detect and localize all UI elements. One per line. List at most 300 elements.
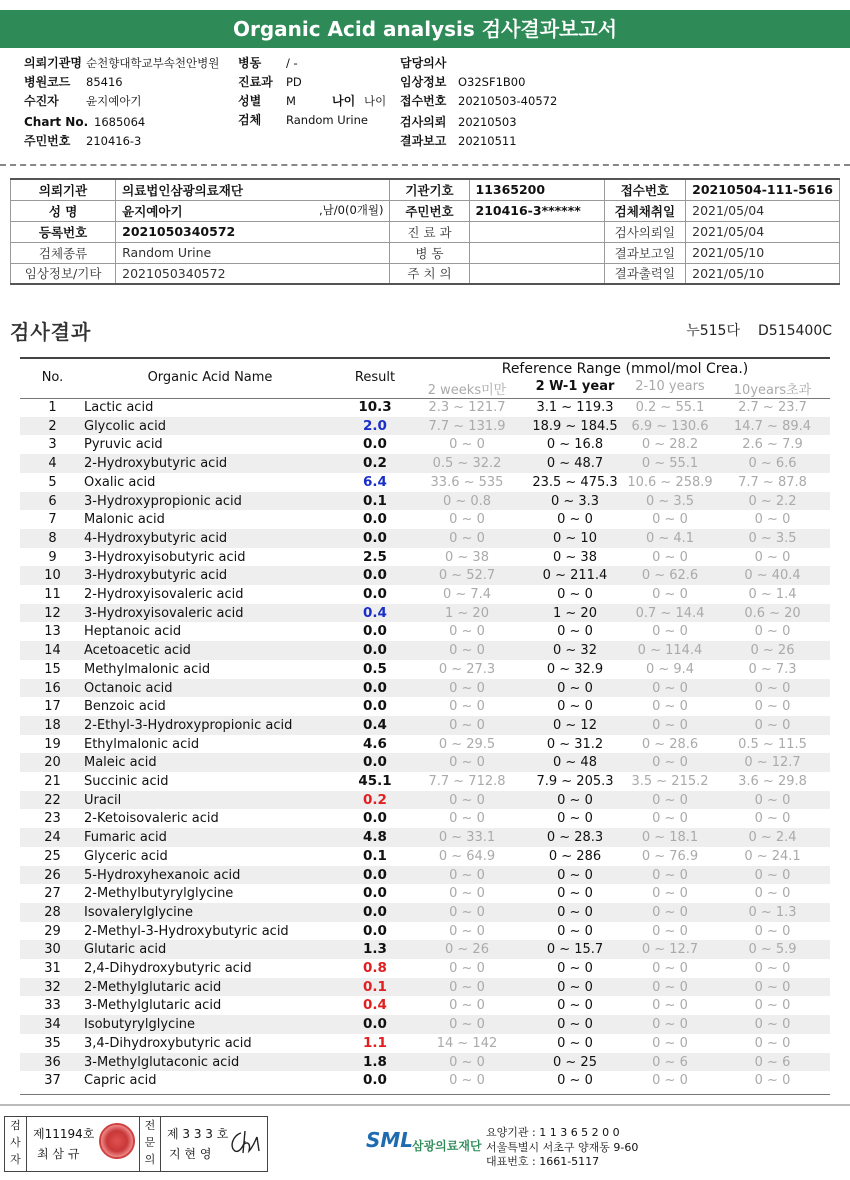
row-result: 0.0 — [363, 903, 387, 920]
row-ref-under-2w: 0 ~ 0 — [449, 624, 485, 640]
row-no: 28 — [44, 904, 61, 920]
row-ref-2-10y: 0 ~ 0 — [652, 811, 688, 827]
patient-row: 의뢰기관 의료법인삼광의료재단 기관기호 11365200 접수번호 20210504-111-5616 — [11, 179, 840, 200]
row-ref-2-10y: 0 ~ 55.1 — [641, 456, 699, 472]
row-ref-over-10y: 3.6 ~ 29.8 — [738, 774, 807, 789]
row-ref-over-10y: 0 ~ 5.9 — [748, 942, 797, 958]
row-ref-2-10y: 0 ~ 4.1 — [645, 530, 695, 546]
row-ref-under-2w: 0 ~ 0 — [449, 755, 485, 771]
row-ref-2w-1y: 0 ~ 0 — [557, 1073, 593, 1089]
row-ref-over-10y: 0 ~ 0 — [754, 1073, 791, 1089]
row-result: 0.5 — [363, 660, 387, 677]
info-request-date: 검사의뢰 20210503 — [400, 115, 517, 129]
row-ref-under-2w: 0 ~ 7.4 — [442, 587, 492, 602]
row-ref-2w-1y: 0 ~ 0 — [557, 867, 593, 883]
row-ref-2-10y: 0 ~ 0 — [652, 1035, 688, 1051]
row-ref-2w-1y: 0 ~ 0 — [557, 811, 593, 827]
row-acid-name: 2-Methylbutyrylglycine — [84, 886, 234, 902]
footer — [0, 1104, 850, 1180]
code-1: 누515다 — [686, 323, 740, 339]
table-row — [20, 809, 830, 828]
row-ref-under-2w: 1 ~ 20 — [445, 605, 489, 621]
row-ref-over-10y: 0 ~ 0 — [754, 549, 791, 565]
row-ref-over-10y: 2.7 ~ 23.7 — [738, 400, 807, 415]
row-result: 0.4 — [363, 716, 387, 733]
row-ref-2w-1y: 0 ~ 48.7 — [546, 456, 604, 472]
row-no: 27 — [44, 886, 61, 902]
signature-icon — [227, 1127, 263, 1157]
row-acid-name: 3-Hydroxyisobutyric acid — [84, 549, 246, 565]
row-ref-2w-1y: 0 ~ 0 — [557, 792, 593, 808]
row-result: 0.0 — [363, 436, 387, 453]
row-result: 45.1 — [358, 773, 392, 789]
info-clinical: 임상정보 O32SF1B00 — [400, 75, 526, 89]
row-ref-2-10y: 0 ~ 12.7 — [641, 942, 699, 958]
lab-code: 요양기관 : 1 1 3 6 5 2 0 0 — [486, 1126, 620, 1139]
row-ref-2-10y: 0 ~ 0 — [652, 699, 688, 715]
row-no: 26 — [44, 867, 61, 883]
code-2: D515400C — [758, 323, 832, 339]
row-ref-2w-1y: 0 ~ 0 — [557, 979, 593, 995]
header-no: No. — [41, 370, 64, 385]
row-ref-under-2w: 0 ~ 0 — [449, 961, 485, 976]
row-ref-over-10y: 0 ~ 2.4 — [748, 830, 797, 846]
row-no: 17 — [44, 699, 61, 715]
row-acid-name: 2-Ketoisovaleric acid — [84, 811, 219, 827]
table-row — [20, 1053, 830, 1072]
table-row — [20, 791, 830, 810]
report-title: Organic Acid analysis 검사결과보고서 — [0, 10, 850, 48]
row-ref-2-10y: 0 ~ 0 — [652, 1073, 688, 1089]
info-receipt-no: 접수번호 20210503-40572 — [400, 94, 558, 108]
row-ref-over-10y: 0 ~ 0 — [754, 680, 791, 696]
row-ref-under-2w: 0 ~ 0 — [449, 811, 485, 827]
lab-street: 서울특별시 서초구 양재동 9-60 — [486, 1140, 639, 1154]
row-ref-over-10y: 14.7 ~ 89.4 — [733, 418, 812, 434]
row-ref-2w-1y: 0 ~ 0 — [557, 699, 593, 715]
row-ref-under-2w: 0 ~ 0 — [449, 1017, 485, 1033]
row-ref-under-2w: 0 ~ 0 — [449, 699, 485, 715]
row-result: 1.3 — [363, 941, 387, 958]
row-no: 16 — [44, 680, 61, 696]
row-no: 31 — [44, 961, 61, 976]
row-ref-under-2w: 7.7 ~ 131.9 — [428, 418, 506, 434]
row-ref-2-10y: 0 ~ 0 — [652, 1017, 688, 1033]
row-ref-2-10y: 0 ~ 0 — [652, 792, 688, 808]
header-name: Organic Acid Name — [147, 370, 273, 385]
row-no: 29 — [44, 923, 61, 939]
row-ref-under-2w: 33.6 ~ 535 — [430, 474, 504, 490]
row-result: 6.4 — [363, 473, 387, 490]
row-ref-2w-1y: 0 ~ 286 — [548, 848, 602, 864]
row-no: 20 — [44, 755, 61, 771]
row-no: 25 — [44, 848, 61, 864]
header-result: Result — [354, 370, 396, 385]
table-row — [20, 435, 830, 454]
table-row — [20, 978, 830, 997]
row-ref-2w-1y: 0 ~ 15.7 — [546, 942, 604, 958]
row-ref-over-10y: 0 ~ 0 — [754, 512, 791, 528]
row-no: 35 — [44, 1035, 61, 1051]
row-result: 0.2 — [363, 455, 387, 472]
row-ref-2-10y: 0 ~ 0 — [652, 979, 688, 995]
row-no: 23 — [44, 811, 61, 827]
row-ref-2-10y: 0 ~ 0 — [652, 549, 688, 565]
row-ref-2-10y: 0 ~ 0 — [652, 587, 688, 602]
row-ref-under-2w: 0 ~ 27.3 — [438, 661, 496, 677]
row-ref-under-2w: 0.5 ~ 32.2 — [432, 456, 502, 472]
row-ref-2w-1y: 0 ~ 0 — [557, 998, 593, 1014]
row-result: 0.1 — [363, 978, 387, 995]
row-ref-2-10y: 0 ~ 0 — [652, 680, 688, 696]
row-result: 0.0 — [363, 866, 387, 883]
row-result: 0.0 — [363, 1016, 387, 1033]
row-result: 0.0 — [363, 511, 387, 528]
row-ref-under-2w: 0 ~ 0 — [449, 717, 485, 733]
row-acid-name: Isovalerylglycine — [84, 904, 194, 920]
row-acid-name: 2-Hydroxyisovaleric acid — [84, 587, 244, 602]
row-ref-2-10y: 0 ~ 28.6 — [641, 736, 699, 752]
row-ref-under-2w: 0 ~ 0 — [449, 904, 485, 920]
row-ref-over-10y: 0 ~ 0 — [754, 1017, 791, 1033]
row-no: 32 — [44, 979, 61, 995]
row-acid-name: Methylmalonic acid — [84, 661, 211, 677]
table-row — [20, 473, 830, 492]
row-acid-name: Glutaric acid — [84, 942, 167, 958]
table-row — [20, 753, 830, 772]
table-row — [20, 940, 830, 959]
row-no: 14 — [44, 643, 61, 659]
row-ref-2-10y: 0 ~ 114.4 — [637, 643, 703, 659]
row-no: 2 — [48, 418, 57, 434]
row-acid-name: 2-Methyl-3-Hydroxybutyric acid — [84, 923, 289, 939]
dashed-separator — [0, 164, 850, 166]
row-ref-2w-1y: 23.5 ~ 475.3 — [532, 474, 618, 490]
signature-box — [4, 1116, 268, 1172]
row-ref-2w-1y: 0 ~ 0 — [557, 961, 593, 976]
row-ref-2-10y: 0 ~ 28.2 — [641, 437, 699, 453]
row-acid-name: Glyceric acid — [84, 848, 168, 864]
sml-logo: SML — [366, 1128, 414, 1152]
seal-icon — [99, 1123, 135, 1159]
row-no: 15 — [44, 661, 61, 677]
row-ref-over-10y: 0 ~ 0 — [754, 624, 791, 640]
row-no: 11 — [44, 587, 61, 602]
row-no: 19 — [44, 736, 61, 752]
patient-row: 임상정보/기타 2021050340572 주 치 의 결과출력일 2021/05/10 — [11, 263, 840, 284]
row-acid-name: Malonic acid — [84, 512, 165, 528]
report-codes — [668, 320, 832, 340]
row-no: 9 — [48, 549, 57, 565]
table-row — [20, 1034, 830, 1053]
row-ref-over-10y: 0 ~ 0 — [754, 998, 791, 1014]
patient-row: 검체종류 Random Urine 병 동 결과보고일 2021/05/10 — [11, 242, 840, 263]
patient-age: ,남/0(0개월) — [319, 202, 384, 217]
row-no: 12 — [44, 605, 61, 621]
row-result: 2.5 — [363, 548, 387, 565]
row-no: 10 — [44, 568, 61, 584]
examiner-name: 최 삼 규 — [37, 1147, 80, 1161]
row-acid-name: 3-Methylglutaric acid — [84, 998, 222, 1014]
row-ref-under-2w: 2.3 ~ 121.7 — [428, 400, 506, 415]
row-ref-2w-1y: 0 ~ 10 — [553, 530, 597, 546]
row-result: 0.4 — [363, 604, 387, 621]
row-ref-over-10y: 0 ~ 6.6 — [748, 456, 797, 472]
row-ref-2w-1y: 0 ~ 0 — [557, 1017, 593, 1033]
row-ref-2w-1y: 0 ~ 0 — [557, 624, 593, 640]
row-acid-name: 2-Methylglutaric acid — [84, 979, 222, 995]
lab-phone: 대표번호 : 1661-5117 — [486, 1155, 600, 1168]
row-result: 0.0 — [363, 885, 387, 902]
row-ref-2w-1y: 0 ~ 12 — [553, 717, 597, 733]
row-acid-name: Heptanoic acid — [84, 624, 182, 640]
row-ref-over-10y: 0 ~ 0 — [754, 792, 791, 808]
table-row — [20, 566, 830, 585]
table-row — [20, 959, 830, 978]
table-row — [20, 735, 830, 754]
row-acid-name: 3-Hydroxybutyric acid — [84, 568, 228, 584]
row-ref-2-10y: 0 ~ 0 — [652, 717, 688, 733]
results-header — [20, 357, 830, 399]
row-ref-2-10y: 3.5 ~ 215.2 — [631, 774, 709, 789]
row-no: 6 — [48, 493, 57, 509]
row-ref-2-10y: 0 ~ 0 — [652, 512, 688, 528]
row-ref-2w-1y: 0 ~ 0 — [557, 512, 593, 528]
row-result: 1.1 — [363, 1034, 387, 1051]
row-ref-under-2w: 0 ~ 0 — [449, 530, 485, 546]
row-result: 0.1 — [363, 492, 387, 509]
row-ref-2w-1y: 0 ~ 31.2 — [546, 736, 604, 752]
row-no: 37 — [44, 1073, 61, 1089]
row-acid-name: Octanoic acid — [84, 680, 173, 696]
row-result: 1.8 — [363, 1053, 387, 1070]
row-ref-over-10y: 0 ~ 0 — [754, 961, 791, 976]
row-no: 8 — [48, 530, 57, 546]
header-ref-4: 10years초과 — [733, 383, 812, 398]
table-row — [20, 847, 830, 866]
row-result: 0.0 — [363, 529, 387, 546]
row-ref-2-10y: 0 ~ 0 — [652, 961, 688, 976]
info-doctor: 담당의사 — [400, 56, 447, 70]
row-acid-name: 3-Hydroxyisovaleric acid — [84, 605, 244, 621]
row-ref-2w-1y: 0 ~ 16.8 — [546, 437, 604, 453]
row-ref-2w-1y: 0 ~ 0 — [557, 680, 593, 696]
row-ref-2-10y: 0 ~ 0 — [652, 886, 688, 902]
table-row — [20, 585, 830, 604]
table-row — [20, 679, 830, 698]
row-acid-name: 2-Ethyl-3-Hydroxypropionic acid — [84, 717, 293, 733]
table-row — [20, 716, 830, 735]
table-row — [20, 922, 830, 941]
row-ref-2-10y: 0.7 ~ 14.4 — [635, 605, 705, 621]
row-no: 22 — [44, 792, 61, 808]
row-result: 0.0 — [363, 623, 387, 640]
table-row — [20, 660, 830, 679]
examiner-license: 제11194호 — [33, 1127, 95, 1141]
row-ref-2w-1y: 7.9 ~ 205.3 — [536, 774, 614, 789]
table-row — [20, 772, 830, 791]
row-acid-name: 5-Hydroxyhexanoic acid — [84, 867, 241, 883]
row-result: 0.0 — [363, 586, 387, 602]
row-ref-2w-1y: 0 ~ 0 — [557, 587, 593, 602]
header-ref-3: 2-10 years — [635, 379, 705, 394]
row-ref-2-10y: 0 ~ 0 — [652, 923, 688, 939]
row-ref-2w-1y: 0 ~ 32.9 — [546, 661, 604, 677]
row-ref-under-2w: 0 ~ 0 — [449, 680, 485, 696]
row-result: 4.6 — [363, 735, 387, 752]
row-acid-name: Lactic acid — [84, 400, 154, 415]
row-ref-over-10y: 0 ~ 24.1 — [744, 848, 801, 864]
row-no: 1 — [48, 400, 57, 415]
row-result: 0.2 — [363, 791, 387, 808]
table-row — [20, 697, 830, 716]
row-ref-over-10y: 7.7 ~ 87.8 — [738, 474, 807, 490]
table-row — [20, 417, 830, 436]
row-ref-under-2w: 0 ~ 64.9 — [438, 848, 496, 864]
row-acid-name: Oxalic acid — [84, 474, 156, 490]
row-ref-over-10y: 0 ~ 7.3 — [748, 661, 797, 677]
row-ref-2-10y: 0 ~ 18.1 — [641, 830, 699, 846]
row-no: 18 — [44, 717, 61, 733]
row-acid-name: 3-Methylglutaconic acid — [84, 1054, 240, 1070]
row-ref-2-10y: 0 ~ 6 — [652, 1054, 688, 1070]
row-no: 33 — [44, 998, 61, 1014]
results-title: 검사결과 — [10, 320, 92, 344]
sml-logo-text: 삼광의료재단 — [412, 1139, 482, 1153]
info-department: 진료과 PD — [238, 75, 302, 89]
row-ref-over-10y: 0 ~ 0 — [754, 1035, 791, 1051]
specialist-label: 전문의 — [139, 1117, 161, 1171]
row-ref-over-10y: 0 ~ 2.2 — [748, 493, 797, 509]
header-ref-2: 2 W-1 year — [535, 379, 615, 394]
specialist-name: 지 현 영 — [169, 1147, 212, 1161]
row-ref-under-2w: 0 ~ 38 — [445, 549, 489, 565]
row-result: 0.8 — [363, 960, 387, 976]
row-acid-name: Capric acid — [84, 1073, 157, 1089]
row-ref-2w-1y: 0 ~ 211.4 — [542, 568, 608, 584]
row-ref-2w-1y: 0 ~ 48 — [553, 755, 597, 771]
row-acid-name: 2,4-Dihydroxybutyric acid — [84, 961, 252, 976]
row-ref-under-2w: 0 ~ 0 — [449, 512, 485, 528]
row-result: 0.0 — [363, 922, 387, 939]
row-result: 0.4 — [363, 997, 387, 1014]
row-ref-2-10y: 0 ~ 9.4 — [645, 661, 695, 677]
row-ref-under-2w: 14 ~ 142 — [436, 1035, 498, 1051]
row-result: 0.0 — [363, 679, 387, 696]
row-ref-under-2w: 0 ~ 0 — [449, 923, 485, 939]
row-result: 0.0 — [363, 810, 387, 827]
row-ref-over-10y: 0 ~ 0 — [754, 717, 791, 733]
row-no: 13 — [44, 624, 61, 640]
row-acid-name: Fumaric acid — [84, 830, 167, 846]
row-ref-over-10y: 0 ~ 1.3 — [748, 904, 797, 920]
row-acid-name: 4-Hydroxybutyric acid — [84, 530, 228, 546]
patient-row: 등록번호 2021050340572 진 료 과 검사의뢰일 2021/05/04 — [11, 221, 840, 242]
row-ref-over-10y: 2.6 ~ 7.9 — [742, 437, 803, 453]
row-ref-under-2w: 0 ~ 0 — [449, 643, 485, 659]
row-result: 0.0 — [363, 698, 387, 715]
patient-row: 성 명 윤지예아기 ,남/0(0개월) 주민번호 210416-3****** 검체채취일 2021/05/04 — [11, 200, 840, 221]
table-row — [20, 996, 830, 1015]
row-ref-2-10y: 0.2 ~ 55.1 — [635, 400, 705, 415]
row-ref-over-10y: 0 ~ 6 — [754, 1054, 791, 1070]
table-row — [20, 641, 830, 660]
row-acid-name: Benzoic acid — [84, 699, 166, 715]
info-patient: 수진자 윤지예아기 — [24, 94, 142, 108]
patient-name: 윤지예아기 — [122, 203, 183, 219]
row-ref-under-2w: 7.7 ~ 712.8 — [428, 774, 506, 789]
table-row — [20, 529, 830, 548]
row-acid-name: Acetoacetic acid — [84, 643, 191, 659]
table-row — [20, 548, 830, 567]
row-acid-name: 3-Hydroxypropionic acid — [84, 493, 242, 509]
row-acid-name: Isobutyrylglycine — [84, 1017, 196, 1033]
table-bottom-line — [20, 1094, 830, 1095]
row-ref-over-10y: 0 ~ 40.4 — [744, 568, 801, 584]
row-no: 3 — [48, 437, 57, 453]
row-ref-2w-1y: 0 ~ 28.3 — [546, 830, 604, 846]
info-sex: 성별 M 나이 나이 — [238, 94, 387, 108]
row-no: 24 — [44, 830, 61, 846]
row-ref-2-10y: 0 ~ 0 — [652, 904, 688, 920]
row-ref-under-2w: 0 ~ 0 — [449, 437, 485, 453]
row-acid-name: Succinic acid — [84, 774, 169, 789]
row-ref-over-10y: 0 ~ 0 — [754, 699, 791, 715]
table-row — [20, 398, 830, 417]
table-row — [20, 1071, 830, 1090]
row-ref-2w-1y: 0 ~ 32 — [553, 643, 597, 659]
row-ref-over-10y: 0 ~ 3.5 — [748, 530, 797, 546]
table-row — [20, 866, 830, 885]
row-acid-name: Maleic acid — [84, 755, 157, 771]
row-ref-under-2w: 0 ~ 26 — [445, 942, 489, 958]
row-acid-name: 2-Hydroxybutyric acid — [84, 456, 228, 472]
row-ref-2w-1y: 3.1 ~ 119.3 — [536, 400, 614, 415]
row-result: 4.8 — [363, 829, 387, 846]
row-no: 36 — [44, 1054, 61, 1070]
row-no: 34 — [44, 1017, 61, 1033]
row-ref-under-2w: 0 ~ 0 — [449, 1073, 485, 1089]
row-result: 0.0 — [363, 567, 387, 584]
row-ref-2w-1y: 0 ~ 0 — [557, 904, 593, 920]
row-ref-2w-1y: 0 ~ 25 — [553, 1054, 597, 1070]
info-specimen: 검체 Random Urine — [238, 113, 368, 127]
row-ref-over-10y: 0 ~ 0 — [754, 923, 791, 939]
row-ref-over-10y: 0 ~ 0 — [754, 886, 791, 902]
row-ref-under-2w: 0 ~ 0 — [449, 792, 485, 808]
row-ref-under-2w: 0 ~ 0 — [449, 867, 485, 883]
row-result: 0.1 — [363, 847, 387, 864]
row-no: 21 — [44, 774, 61, 789]
row-no: 7 — [48, 512, 57, 528]
table-row — [20, 510, 830, 529]
specialist-license: 제 3 3 3 호 — [167, 1127, 229, 1141]
row-result: 2.0 — [363, 417, 387, 434]
row-ref-under-2w: 0 ~ 0.8 — [442, 493, 492, 509]
info-hospital-code: 병원코드 85416 — [24, 75, 123, 89]
row-ref-under-2w: 0 ~ 29.5 — [438, 736, 496, 752]
row-ref-2w-1y: 0 ~ 3.3 — [550, 493, 600, 509]
table-row — [20, 828, 830, 847]
row-acid-name: Ethylmalonic acid — [84, 736, 200, 752]
row-acid-name: Uracil — [84, 792, 122, 808]
row-ref-under-2w: 0 ~ 0 — [449, 1054, 485, 1070]
header-ref-1: 2 weeks미만 — [427, 383, 507, 398]
row-ref-under-2w: 0 ~ 0 — [449, 979, 485, 995]
info-institution: 의뢰기관명 순천향대학교부속천안병원 — [24, 56, 220, 70]
info-report-date: 결과보고 20210511 — [400, 134, 517, 148]
lab-address — [486, 1126, 638, 1170]
